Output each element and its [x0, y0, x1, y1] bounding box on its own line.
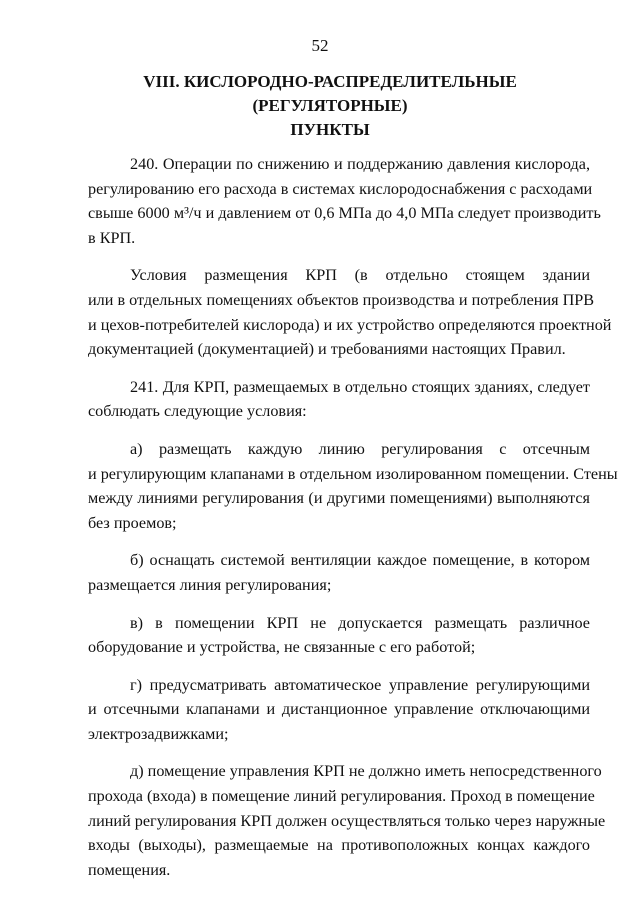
paragraph-line: или в отдельных помещениях объектов производства и потребления ПРВ: [88, 290, 595, 309]
paragraph-line: свыше 6000 м³/ч и давлением от 0,6 МПа до 4,0 МПа следует производить: [88, 204, 601, 223]
paragraph: [88, 152, 601, 250]
paragraph: [88, 673, 590, 747]
paragraph: [88, 375, 590, 424]
section-heading-line-2: ПУНКТЫ: [290, 120, 370, 139]
page-number: 52: [311, 36, 329, 55]
paragraph-line: документацией (документацией) и требованиями настоящих Правил.: [88, 340, 566, 359]
paragraph-line: соблюдать следующие условия:: [88, 402, 307, 421]
paragraph-line: в КРП.: [88, 228, 136, 247]
paragraph-line: г) предусматривать автоматическое управление регулирующими: [130, 675, 590, 694]
paragraph-line: прохода (входа) в помещение линий регулирования. Проход в помещение: [88, 787, 595, 806]
paragraph-line: и цехов-потребителей кислорода) и их устройство определяются проектной: [88, 315, 612, 334]
section-heading-line-1: VIII. КИСЛОРОДНО-РАСПРЕДЕЛИТЕЛЬНЫЕ (РЕГУЛЯТОРНЫЕ): [143, 72, 517, 115]
paragraph: [88, 263, 612, 361]
paragraph-line: размещается линия регулирования;: [88, 575, 332, 594]
paragraph-line: Условия размещения КРП (в отдельно стоящем здании: [130, 266, 590, 285]
paragraph-line: оборудование и устройства, не связанные с его работой;: [88, 638, 476, 657]
paragraph-line: входы (выходы), размещаемые на противоположных концах каждого: [88, 836, 590, 855]
section-heading: [80, 70, 580, 142]
paragraph-line: без проемов;: [88, 513, 177, 532]
paragraph: [88, 437, 618, 535]
paragraph-line: б) оснащать системой вентиляции каждое помещение, в котором: [130, 551, 590, 570]
paragraph: [88, 548, 590, 597]
paragraph-line: электрозадвижками;: [88, 724, 229, 743]
paragraph-line: и регулирующим клапанами в отдельном изолированном помещении. Стены: [88, 464, 618, 483]
paragraph-line: линий регулирования КРП должен осуществляться только через наружные: [88, 811, 606, 830]
paragraph-line: 240. Операции по снижению и поддержанию давления кислорода,: [130, 155, 590, 173]
paragraph: [88, 611, 590, 660]
paragraph-line: 241. Для КРП, размещаемых в отдельно стоящих зданиях, следует: [130, 377, 590, 396]
paragraph-line: между линиями регулирования (и другими помещениями) выполняются: [88, 489, 590, 508]
paragraph-line: регулированию его расхода в системах кислородоснабжения с расходами: [88, 179, 593, 198]
document-body: [88, 152, 618, 895]
paragraph-line: помещения.: [88, 860, 171, 879]
paragraph-line: д) помещение управления КРП не должно иметь непосредственного: [130, 762, 602, 781]
paragraph-line: и отсечными клапанами и дистанционное управление отключающими: [88, 700, 590, 719]
paragraph-line: в) в помещении КРП не допускается размещать различное: [130, 613, 590, 632]
paragraph-line: а) размещать каждую линию регулирования с отсечным: [130, 439, 590, 458]
paragraph: [88, 759, 606, 882]
